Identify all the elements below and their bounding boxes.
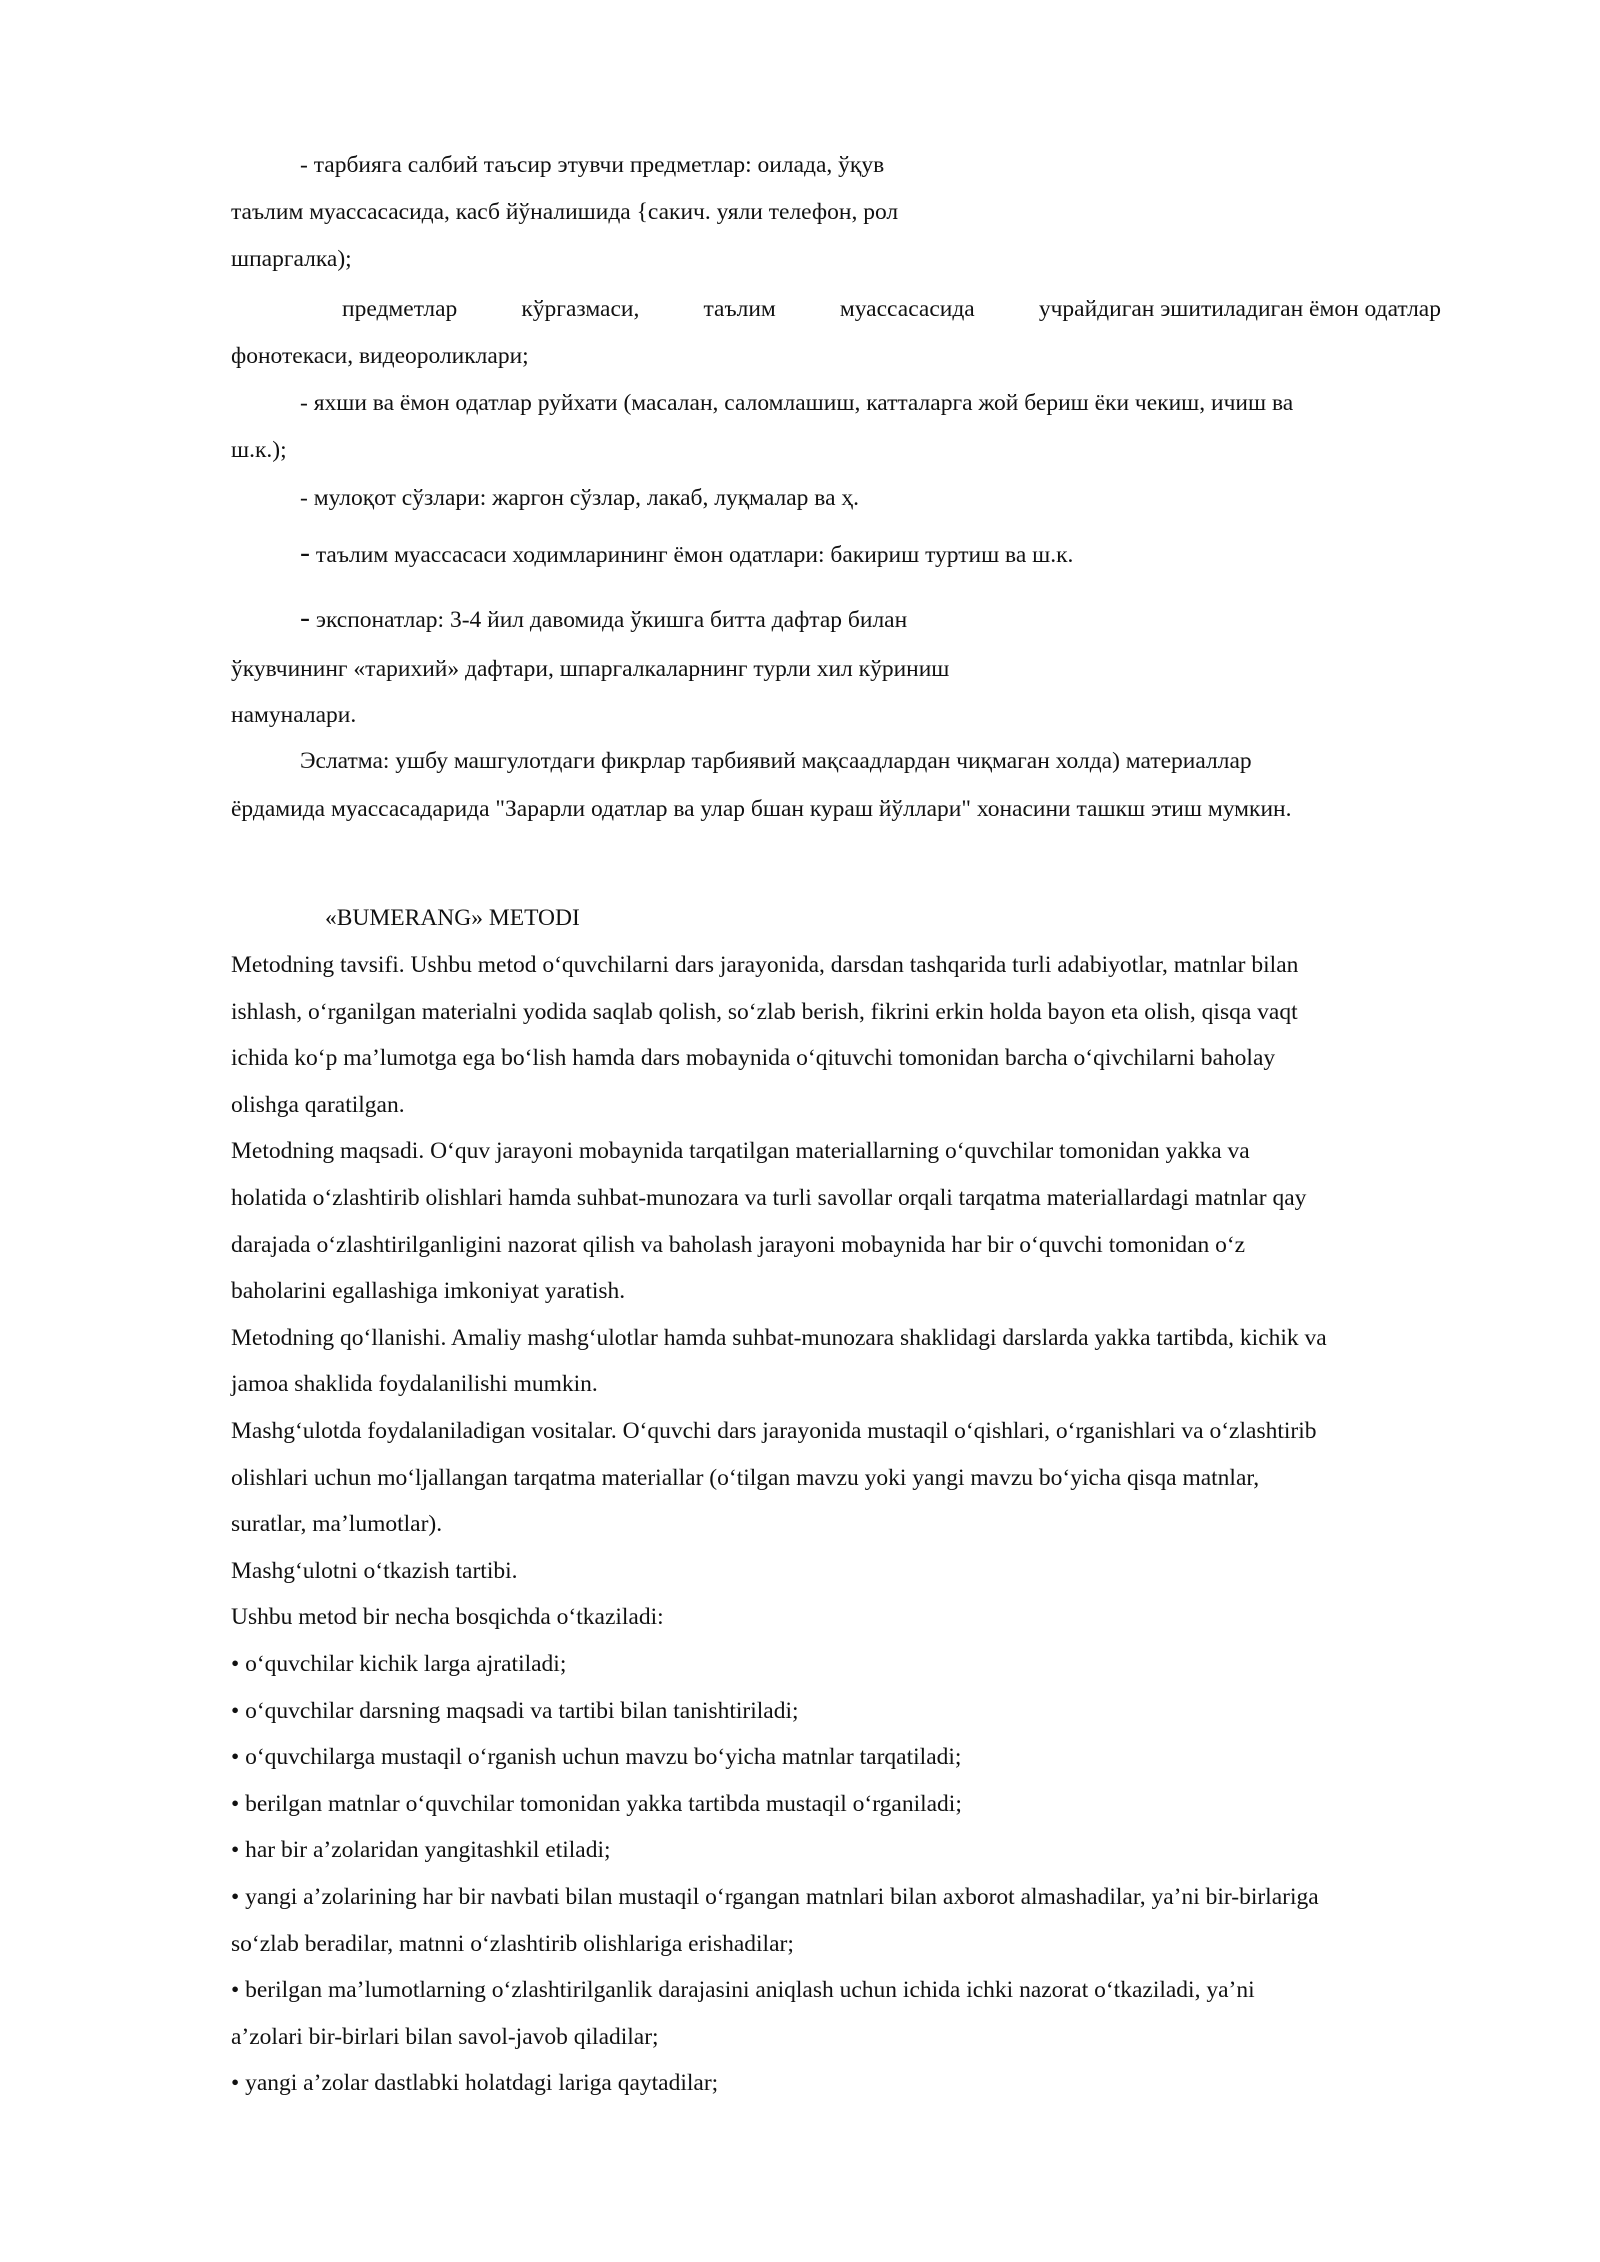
body-line: olishlari uchun mo‘ljallangan tarqatma materiallar (o‘tilgan mavzu yoki yangi mavzu bo‘yicha qisqa matnlar, <box>231 1465 1260 1491</box>
cyr-line-4 <box>342 294 1441 324</box>
body-line: jamoa shaklida foydalanilishi mumkin. <box>231 1371 598 1397</box>
body-line: • o‘quvchilarga mustaqil o‘rganish uchun mavzu bo‘yicha matnlar tarqatiladi; <box>231 1744 962 1770</box>
body-line: • o‘quvchilar kichik larga ajratiladi; <box>231 1651 567 1677</box>
cyr-line-2: таълим муассасасида, касб йўналишида {сакич. уяли телефон, рол <box>231 199 899 225</box>
body-line: Ushbu metod bir necha bosqichda o‘tkaziladi: <box>231 1604 664 1630</box>
cyr-line-5: фонотекаси, видеороликлари; <box>231 343 529 369</box>
body-line: Metodning qo‘llanishi. Amaliy mashg‘ulotlar hamda suhbat-munozara shaklidagi darslarda yakka tartibda, kichik va <box>231 1325 1327 1351</box>
body-line: suratlar, ma’lumotlar). <box>231 1511 443 1537</box>
body-line: ishlash, o‘rganilgan materialni yodida saqlab qolish, so‘zlab berish, fikrini erkin holda bayon eta olish, qisqa vaqt <box>231 999 1298 1025</box>
body-line: so‘zlab beradilar, matnni o‘zlashtirib olishlariga erishadilar; <box>231 1931 794 1957</box>
body-line: • yangi a’zolar dastlabki holatdagi lariga qaytadilar; <box>231 2070 719 2096</box>
body-line: baholarini egallashiga imkoniyat yaratish. <box>231 1278 626 1304</box>
cyr-line-12: намуналари. <box>231 702 357 728</box>
body-line: Mashg‘ulotni o‘tkazish tartibi. <box>231 1558 518 1584</box>
cyr-line-4-word: муассасасида <box>839 296 975 322</box>
dash-marker: - <box>300 536 310 569</box>
note-line-1: Эслатма: ушбу машгулотдаги фикрлар тарбиявий мақсаадлардан чиқмаган холда) материаллар <box>300 748 1252 774</box>
cyr-line-1: - тарбияга салбий таъсир этувчи предметлар: оилада, ўқув <box>300 152 885 178</box>
cyr-line-10-text: экспонатлар: 3-4 йил давомида ўкишга битта дафтар билан <box>310 607 908 633</box>
body-line: darajada o‘zlashtirilganligini nazorat qilish va baholash jarayoni mobaynida har bir o‘quvchi tomonidan o‘z <box>231 1232 1246 1258</box>
cyr-line-11: ўкувчининг «тарихий» дафтари, шпаргалкаларнинг турли хил кўриниш <box>231 656 950 682</box>
body-line: Mashg‘ulotda foydalaniladigan vositalar. O‘quvchi dars jarayonida mustaqil o‘qishlari, o‘rganishlari va o‘zlashtirib <box>231 1418 1317 1444</box>
body-line: holatida o‘zlashtirib olishlari hamda suhbat-munozara va turli savollar orqali tarqatma materiallardagi matnlar qay <box>231 1185 1307 1211</box>
cyr-line-3: шпаргалка); <box>231 246 352 272</box>
cyr-line-9-text: таълим муассасаси ходимларининг ёмон одатлари: бакириш туртиш ва ш.к. <box>310 542 1074 568</box>
cyr-line-4-word: таълим <box>703 296 776 322</box>
cyr-line-9 <box>300 538 1560 570</box>
cyr-line-4-word: предметлар <box>342 296 458 322</box>
body-line: Metodning tavsifi. Ushbu metod o‘quvchilarni dars jarayonida, darsdan tashqarida turli adabiyotlar, matnlar bilan <box>231 952 1299 978</box>
body-line: a’zolari bir-birlari bilan savol-javob qiladilar; <box>231 2024 659 2050</box>
section-title: «BUMERANG» METODI <box>325 905 580 931</box>
body-line: ichida ko‘p ma’lumotga ega bo‘lish hamda dars mobaynida o‘qituvchi tomonidan barcha o‘qivchilarni baholay <box>231 1045 1276 1071</box>
cyr-line-8: - мулоқот сўзлари: жаргон сўзлар, лакаб, луқмалар ва ҳ. <box>300 485 860 511</box>
cyr-line-7: ш.к.); <box>231 437 287 463</box>
cyr-line-6: - яхши ва ёмон одатлар руйхати (масалан, саломлашиш, катталарга жой бериш ёки чекиш, ичиш ва <box>300 390 1294 416</box>
cyr-line-4-word: кўргазмаси, <box>521 296 640 322</box>
body-line: • har bir a’zolaridan yangitashkil etiladi; <box>231 1837 611 1863</box>
cyr-line-4-word: учрайдиган эшитиладиган ёмон одатлар <box>1038 296 1441 322</box>
body-line: Metodning maqsadi. O‘quv jarayoni mobaynida tarqatilgan materiallarning o‘quvchilar tomonidan yakka va <box>231 1138 1250 1164</box>
body-line: • berilgan matnlar o‘quvchilar tomonidan yakka tartibda mustaqil o‘rganiladi; <box>231 1791 962 1817</box>
cyr-line-10 <box>300 603 1560 635</box>
dash-marker: - <box>300 601 310 634</box>
note-line-2: ёрдамида муассасадарида "Зарарли одатлар ва улар бшан кураш йўллари" хонасини ташкш этиш мумкин. <box>231 796 1292 822</box>
body-line: • o‘quvchilar darsning maqsadi va tartibi bilan tanishtiriladi; <box>231 1698 799 1724</box>
body-line: • yangi a’zolarining har bir navbati bilan mustaqil o‘rgangan matnlari bilan axborot almashadilar, ya’ni bir-birlariga <box>231 1884 1319 1910</box>
body-line: • berilgan ma’lumotlarning o‘zlashtirilganlik darajasini aniqlash uchun ichida ichki nazorat o‘tkaziladi, ya’ni <box>231 1977 1255 2003</box>
body-line: olishga qaratilgan. <box>231 1092 405 1118</box>
